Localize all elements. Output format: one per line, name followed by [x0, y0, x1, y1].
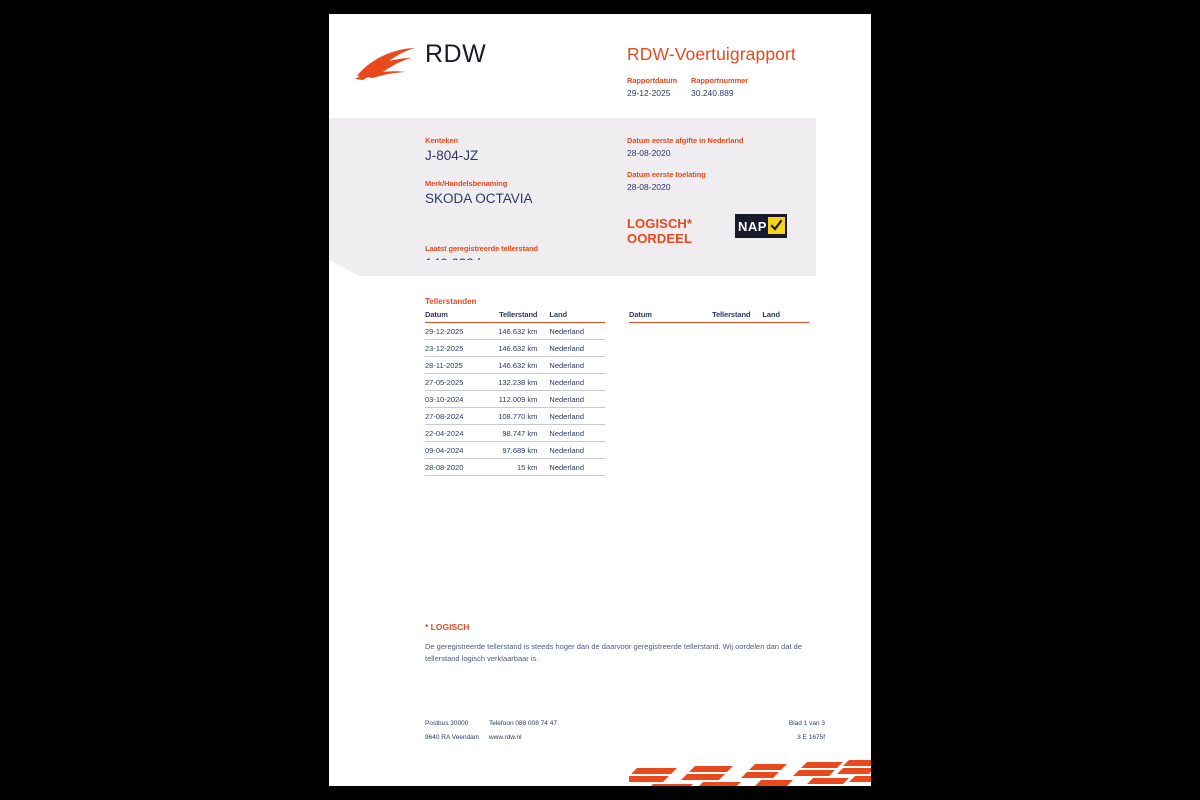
first-admission-label: Datum eerste toelating — [627, 170, 706, 179]
odometer-table-right — [629, 310, 809, 323]
vehicle-summary-band — [329, 118, 816, 260]
cell-land: Nederland — [537, 357, 605, 374]
column-header-datum: Datum — [425, 310, 481, 323]
table-row — [425, 323, 605, 340]
footnote-title: * LOGISCH — [425, 622, 470, 632]
cell-tellerstand: 112.009 km — [481, 391, 538, 408]
last-reading-label: Laatst geregistreerde tellerstand — [425, 244, 538, 253]
cell-datum: 09-04-2024 — [425, 442, 481, 459]
table-row — [425, 374, 605, 391]
cell-datum: 28-11-2025 — [425, 357, 481, 374]
table-header-row — [629, 310, 809, 323]
make-label: Merk/Handelsbenaming — [425, 179, 508, 188]
verdict-line-2: OORDEEL — [627, 231, 692, 246]
cell-tellerstand: 146.632 km — [481, 323, 538, 340]
report-number-label: Rapportnummer — [691, 76, 749, 85]
cell-tellerstand: 132.238 km — [481, 374, 538, 391]
rdw-flame-icon — [353, 42, 428, 82]
cell-datum: 03-10-2024 — [425, 391, 481, 408]
verdict-line-1: LOGISCH* — [627, 216, 693, 231]
column-header-land: Land — [750, 310, 809, 323]
cell-land: Nederland — [537, 408, 605, 425]
cell-datum: 22-04-2024 — [425, 425, 481, 442]
cell-tellerstand: 97.689 km — [481, 442, 538, 459]
cell-land: Nederland — [537, 425, 605, 442]
cell-land: Nederland — [537, 323, 605, 340]
report-number-group — [691, 76, 748, 98]
document-header — [329, 14, 871, 118]
footnote — [425, 622, 825, 665]
verdict-text — [627, 216, 692, 246]
section-title-tellerstanden: Tellerstanden — [425, 297, 477, 306]
report-date-group — [627, 76, 691, 98]
table-row — [425, 459, 605, 476]
plate-value: J-804-JZ — [425, 148, 479, 163]
brand-wordmark: RDW — [425, 40, 487, 68]
plate-label: Kenteken — [425, 136, 458, 145]
table-row — [425, 425, 605, 442]
nap-badge — [735, 214, 787, 238]
footer-contact — [489, 717, 557, 745]
band-notch-decoration — [329, 260, 816, 276]
footer-address-line2: 9640 RA Veendam — [425, 734, 480, 741]
first-issue-label: Datum eerste afgifte in Nederland — [627, 136, 744, 145]
table-row — [425, 340, 605, 357]
first-issue-value: 28-08-2020 — [627, 148, 671, 158]
cell-land: Nederland — [537, 340, 605, 357]
cell-datum: 27-05-2025 — [425, 374, 481, 391]
vehicle-dates-group — [627, 136, 802, 192]
vehicle-identity-group — [425, 136, 615, 271]
footer-phone: Telefoon 088 008 74 47 — [489, 720, 557, 727]
table-header-row — [425, 310, 605, 323]
report-date-label: Rapportdatum — [627, 76, 678, 85]
report-meta — [627, 76, 857, 98]
cell-land: Nederland — [537, 459, 605, 476]
footer-form-code: 3 E 1675f — [797, 734, 825, 741]
report-date-value: 29-12-2025 — [627, 88, 671, 98]
column-header-tellerstand: Tellerstand — [674, 310, 750, 323]
odometer-table-left — [425, 310, 605, 476]
rdw-stripes-icon — [629, 756, 871, 786]
cell-tellerstand: 146.632 km — [481, 340, 538, 357]
cell-tellerstand: 15 km — [481, 459, 538, 476]
footer-address — [425, 717, 479, 745]
table-row — [425, 442, 605, 459]
cell-datum: 27-08-2024 — [425, 408, 481, 425]
cell-land: Nederland — [537, 391, 605, 408]
page-title: RDW-Voertuigrapport — [627, 44, 796, 64]
cell-tellerstand: 98.747 km — [481, 425, 538, 442]
cell-land: Nederland — [537, 442, 605, 459]
footer-page-number: Blad 1 van 3 — [788, 720, 825, 727]
cell-land: Nederland — [537, 374, 605, 391]
cell-datum: 23-12-2025 — [425, 340, 481, 357]
first-admission-value: 28-08-2020 — [627, 182, 671, 192]
document-page — [329, 14, 871, 786]
table-row — [425, 391, 605, 408]
column-header-tellerstand: Tellerstand — [481, 310, 538, 323]
cell-tellerstand: 108.770 km — [481, 408, 538, 425]
table-row — [425, 408, 605, 425]
nap-badge-label: NAP — [738, 218, 767, 234]
report-number-value: 30.240.889 — [691, 88, 734, 98]
make-value: SKODA OCTAVIA — [425, 191, 533, 206]
table-row — [425, 357, 605, 374]
footer-address-line1: Postbus 30000 — [425, 720, 469, 727]
check-icon — [768, 217, 785, 234]
column-header-datum: Datum — [629, 310, 674, 323]
footnote-body: De geregistreerde tellerstand is steeds hoger dan de daarvoor geregistreerde tellerstand. Wij oordelen dan dat de tellerstand logisch verklaarbaar is. — [425, 642, 802, 663]
cell-tellerstand: 146.632 km — [481, 357, 538, 374]
footer-website[interactable]: www.rdw.nl — [489, 734, 522, 741]
footer-pageinfo — [777, 717, 825, 745]
cell-datum: 29-12-2025 — [425, 323, 481, 340]
column-header-land: Land — [537, 310, 605, 323]
cell-datum: 28-08-2020 — [425, 459, 481, 476]
